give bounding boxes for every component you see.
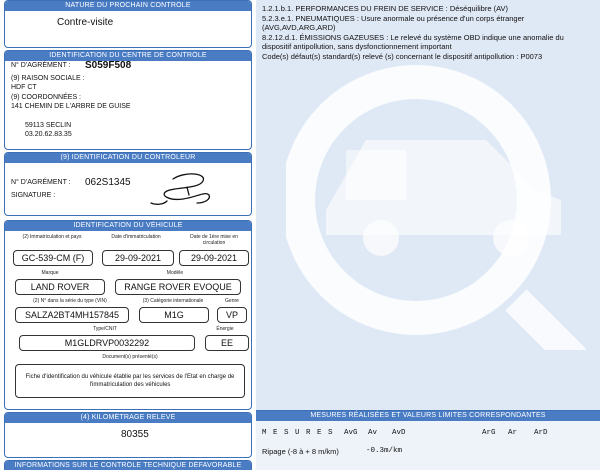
defaut-line-6: Code(s) défaut(s) standard(s) relevé (s) concernant le dispositif antipollution : P0073: [262, 52, 543, 61]
km-header: (4) KILOMÉTRAGE RELEVÉ: [5, 413, 251, 423]
date-circ-value: 29-09-2021: [179, 250, 249, 266]
cat-value: M1G: [139, 307, 209, 323]
ripage-label: [262, 447, 339, 456]
mesures-col-avd: AvD: [392, 429, 406, 437]
mesures-section: [256, 410, 600, 470]
defaut-line-3: (AVG,AVD,ARG,ARD): [262, 23, 336, 32]
controleur-section: [4, 152, 252, 216]
info-header: INFORMATIONS SUR LE CONTRÔLE TECHNIQUE DÉFAVORABLE: [5, 461, 251, 470]
date-circ-label: Date de 1ère mise en circulation: [190, 234, 238, 246]
mesures-col-ar: Ar: [508, 429, 518, 437]
right-column: [256, 0, 600, 470]
centre-agrement-label: N° D'AGRÉMENT :: [11, 62, 71, 69]
mesures-col-avg: AvG: [344, 429, 358, 437]
mesures-col-ard: ArD: [534, 429, 548, 437]
ripage-value: -0.3m/km: [366, 447, 403, 455]
genre-value: VP: [217, 307, 247, 323]
date-immat-label: Date d'immatriculation: [111, 234, 161, 240]
ripage-range: (-8 à + 8 m/km): [287, 447, 339, 456]
address-line-2: 59113 SECLIN: [25, 122, 72, 129]
mesures-col-av: Av: [368, 429, 378, 437]
signature-image: [145, 165, 225, 209]
address-line-1: 141 CHEMIN DE L'ARBRE DE GUISE: [11, 103, 131, 110]
vehicule-section: [4, 220, 252, 410]
left-column: [4, 0, 252, 470]
docs-value: Fiche d'identification du véhicule établie par les services de l'Etat en charge de l'immatriculation des véhicules: [15, 364, 245, 398]
nature-value: Contre-visite: [57, 17, 114, 28]
vin-value: SALZA2BT4MH157845: [15, 307, 129, 323]
defaut-line-5: dispositif antipollution, sans dysfonctionnement important: [262, 42, 452, 51]
mesures-header: MESURES RÉALISÉES ET VALEURS LIMITES CORRESPONDANTES: [256, 411, 600, 421]
nature-header: NATURE DU PROCHAIN CONTRÔLE: [5, 1, 251, 11]
energie-value: EE: [205, 335, 249, 351]
defaut-line-1: 1.2.1.b.1. PERFORMANCES DU FREIN DE SERVICE : Déséquilibre (AV): [262, 4, 509, 13]
energie-label: Énergie: [216, 326, 234, 332]
mesures-label: M E S U R E S: [262, 429, 334, 437]
signature-label: SIGNATURE :: [11, 192, 56, 199]
controleur-header: (9) IDENTIFICATION DU CONTRÔLEUR: [5, 153, 251, 163]
modele-label: Modèle: [166, 270, 184, 276]
genre-label: Genre: [225, 298, 239, 304]
vin-label: (2) N° dans la série du type (VIN): [33, 298, 107, 304]
vehicule-header: IDENTIFICATION DU VÉHICULE: [5, 221, 251, 231]
type-label: Type/CNIT: [93, 326, 117, 332]
phone: 03.20.62.83.35: [25, 131, 72, 138]
km-value: 80355: [121, 429, 149, 440]
coord-label: (9) COORDONNÉES :: [11, 94, 82, 101]
defaut-line-4: 8.2.12.d.1. ÉMISSIONS GAZEUSES : Le relevé du système OBD indique une anomalie du: [262, 33, 564, 42]
immat-value: GC-539-CM (F): [13, 250, 93, 266]
docs-label: Document(s) présenté(s): [102, 354, 158, 360]
raison-label: (9) RAISON SOCIALE :: [11, 75, 85, 82]
mesures-col-arg: ArG: [482, 429, 496, 437]
date-immat-value: 29-09-2021: [102, 250, 174, 266]
immat-label: (2) Immatriculation et pays: [22, 234, 82, 240]
controleur-agrement-label: N° D'AGRÉMENT :: [11, 179, 71, 186]
watermark-emblem: [286, 60, 586, 350]
cat-label: (3) Catégorie internationale: [142, 298, 204, 304]
raison-value: HDF CT: [11, 84, 37, 91]
ripage-label-text: Ripage: [262, 447, 286, 456]
marque-value: LAND ROVER: [15, 279, 105, 295]
centre-agrement-value: S059F508: [85, 60, 132, 71]
nature-section: [4, 0, 252, 48]
marque-label: Marque: [41, 270, 59, 276]
info-section: [4, 460, 252, 470]
km-section: [4, 412, 252, 458]
controleur-agrement-value: 062S1345: [85, 177, 131, 188]
centre-header: IDENTIFICATION DU CENTRE DE CONTRÔLE: [5, 51, 251, 61]
modele-value: RANGE ROVER EVOQUE: [115, 279, 241, 295]
centre-section: [4, 50, 252, 150]
defaut-line-2: 5.2.3.e.1. PNEUMATIQUES : Usure anormale ou présence d'un corps étranger: [262, 14, 525, 23]
type-value: M1GLDRVP0032292: [19, 335, 195, 351]
